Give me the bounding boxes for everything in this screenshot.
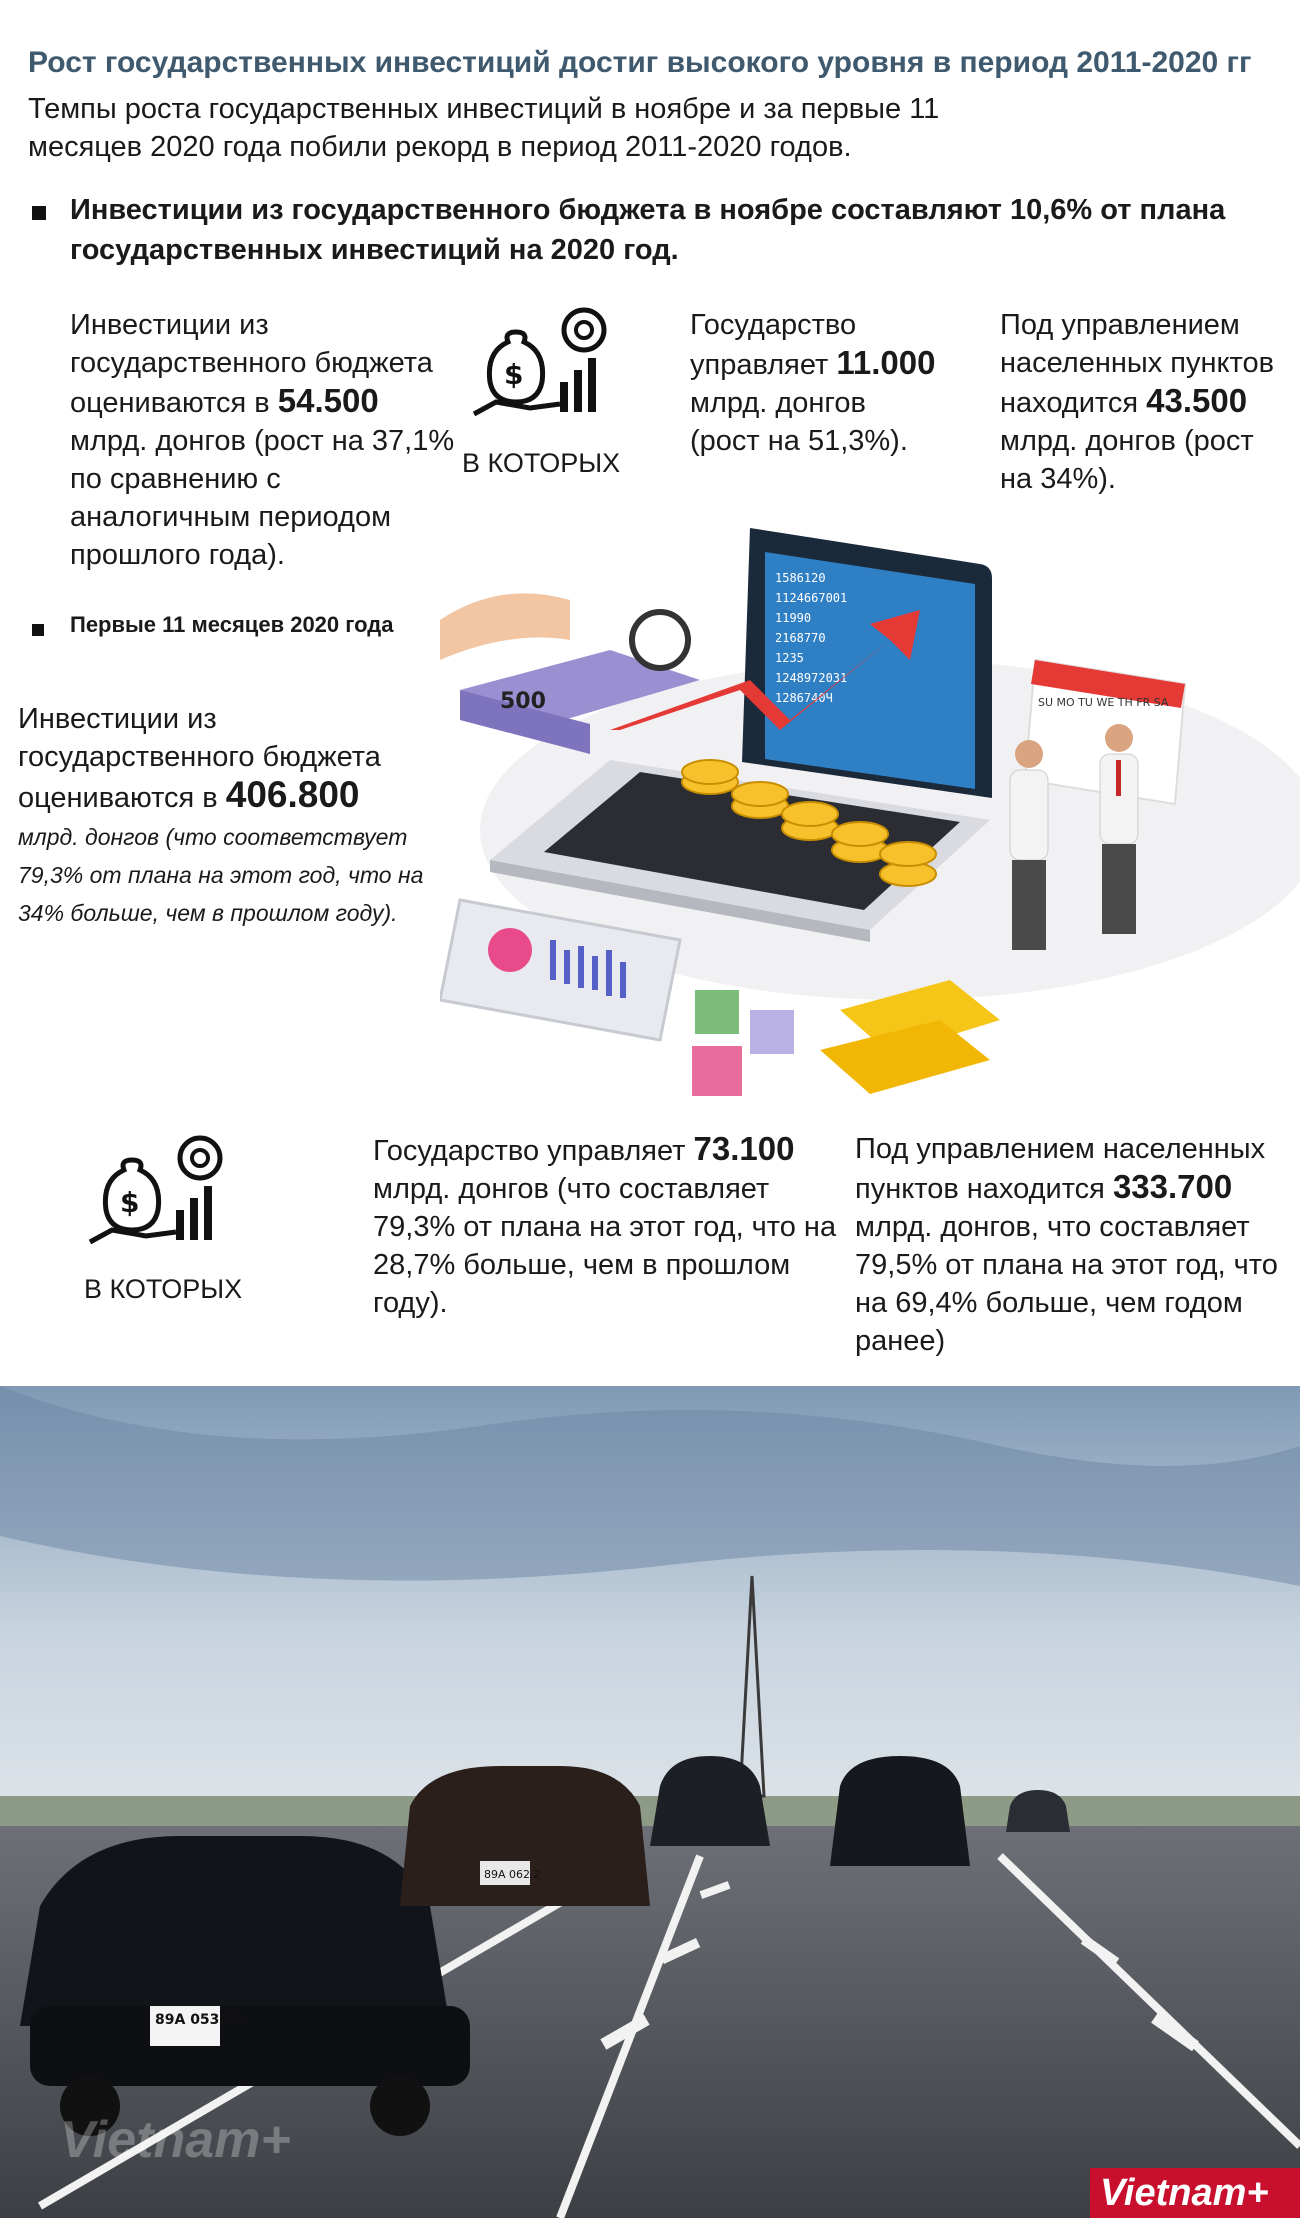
bullet-heading-eleven-months: Первые 11 месяцев 2020 года xyxy=(70,612,394,637)
november-state-text: Государство управляет 11.000 млрд. донгов (рост на 51,3%). xyxy=(690,309,936,457)
watermark: Vietnam+ xyxy=(60,2111,291,2169)
among-them-label: В КОТОРЫХ xyxy=(462,448,621,478)
november-state-number: 11.000 xyxy=(836,344,936,381)
eleven-months-local-text: Под управлением населенных пунктов находится 333.700 млрд. донгов, что составляет 79,5% от плана на этот год, что на 69,4% больше, чем годом ранее) xyxy=(855,1133,1278,1357)
svg-text:1124667001: 1124667001 xyxy=(775,591,848,605)
november-total-text: Инвестиции из государственного бюджета оцениваются в 54.500 млрд. донгов (рост на 37,1% по сравнению с аналогичным периодом прошлого года). xyxy=(70,309,455,571)
svg-text:89A 062.2: 89A 062.2 xyxy=(484,1868,541,1881)
november-local-number: 43.500 xyxy=(1146,382,1248,419)
svg-text:1586120: 1586120 xyxy=(775,571,826,585)
svg-text:$: $ xyxy=(504,358,524,391)
money-growth-icon xyxy=(472,302,612,432)
svg-text:89A 053.32: 89A 053.32 xyxy=(155,2012,245,2028)
bullet-heading-november: Инвестиции из государственного бюджета в ноябре составляют 10,6% от плана государственных инвестиций на 2020 год. xyxy=(70,194,1226,266)
car-middle xyxy=(400,1766,650,1906)
page-title: Рост государственных инвестиций достиг высокого уровня в период 2011-2020 гг xyxy=(28,46,1252,79)
banknote-label: 500 xyxy=(500,689,546,714)
svg-text:1248972031: 1248972031 xyxy=(775,671,848,685)
svg-text:11990: 11990 xyxy=(775,611,812,625)
november-total-number: 54.500 xyxy=(277,382,379,419)
bullet-square-icon xyxy=(32,206,46,220)
svg-text:1235: 1235 xyxy=(775,651,804,665)
svg-text:2168770: 2168770 xyxy=(775,631,826,645)
eleven-months-state-number: 73.100 xyxy=(693,1130,795,1167)
svg-text:SU MO TU WE TH FR SA: SU MO TU WE TH FR SA xyxy=(1038,696,1169,709)
highway-photo xyxy=(0,1386,1300,2218)
svg-text:$: $ xyxy=(120,1186,140,1219)
among-them-label: В КОТОРЫХ xyxy=(84,1274,243,1304)
eleven-months-local-number: 333.700 xyxy=(1112,1168,1233,1205)
money-growth-icon xyxy=(88,1130,228,1260)
svg-text:1286740Ч: 1286740Ч xyxy=(775,691,833,705)
bullet-square-icon xyxy=(32,624,44,636)
november-local-text: Под управлением населенных пунктов находится 43.500 млрд. донгов (рост на 34%). xyxy=(1000,309,1275,495)
eleven-months-total-text: Инвестиции из государственного бюджета оцениваются в 406.800 млрд. донгов (что соответствует 79,3% от плана на этот год, что на 34% больше, чем в прошлом году). xyxy=(18,703,424,926)
finance-illustration xyxy=(440,510,1300,1110)
page-subtitle: Темпы роста государственных инвестиций в ноябре и за первые 11 месяцев 2020 года побили рекорд в период 2011-2020 годов. xyxy=(28,93,940,163)
eleven-months-state-text: Государство управляет 73.100 млрд. донгов (что составляет 79,3% от плана на этот год, что на 28,7% больше, чем в прошлом году). xyxy=(373,1130,837,1319)
eleven-months-total-number: 406.800 xyxy=(225,774,360,815)
vietnamplus-logo: Vietnam+ xyxy=(1090,2168,1300,2218)
